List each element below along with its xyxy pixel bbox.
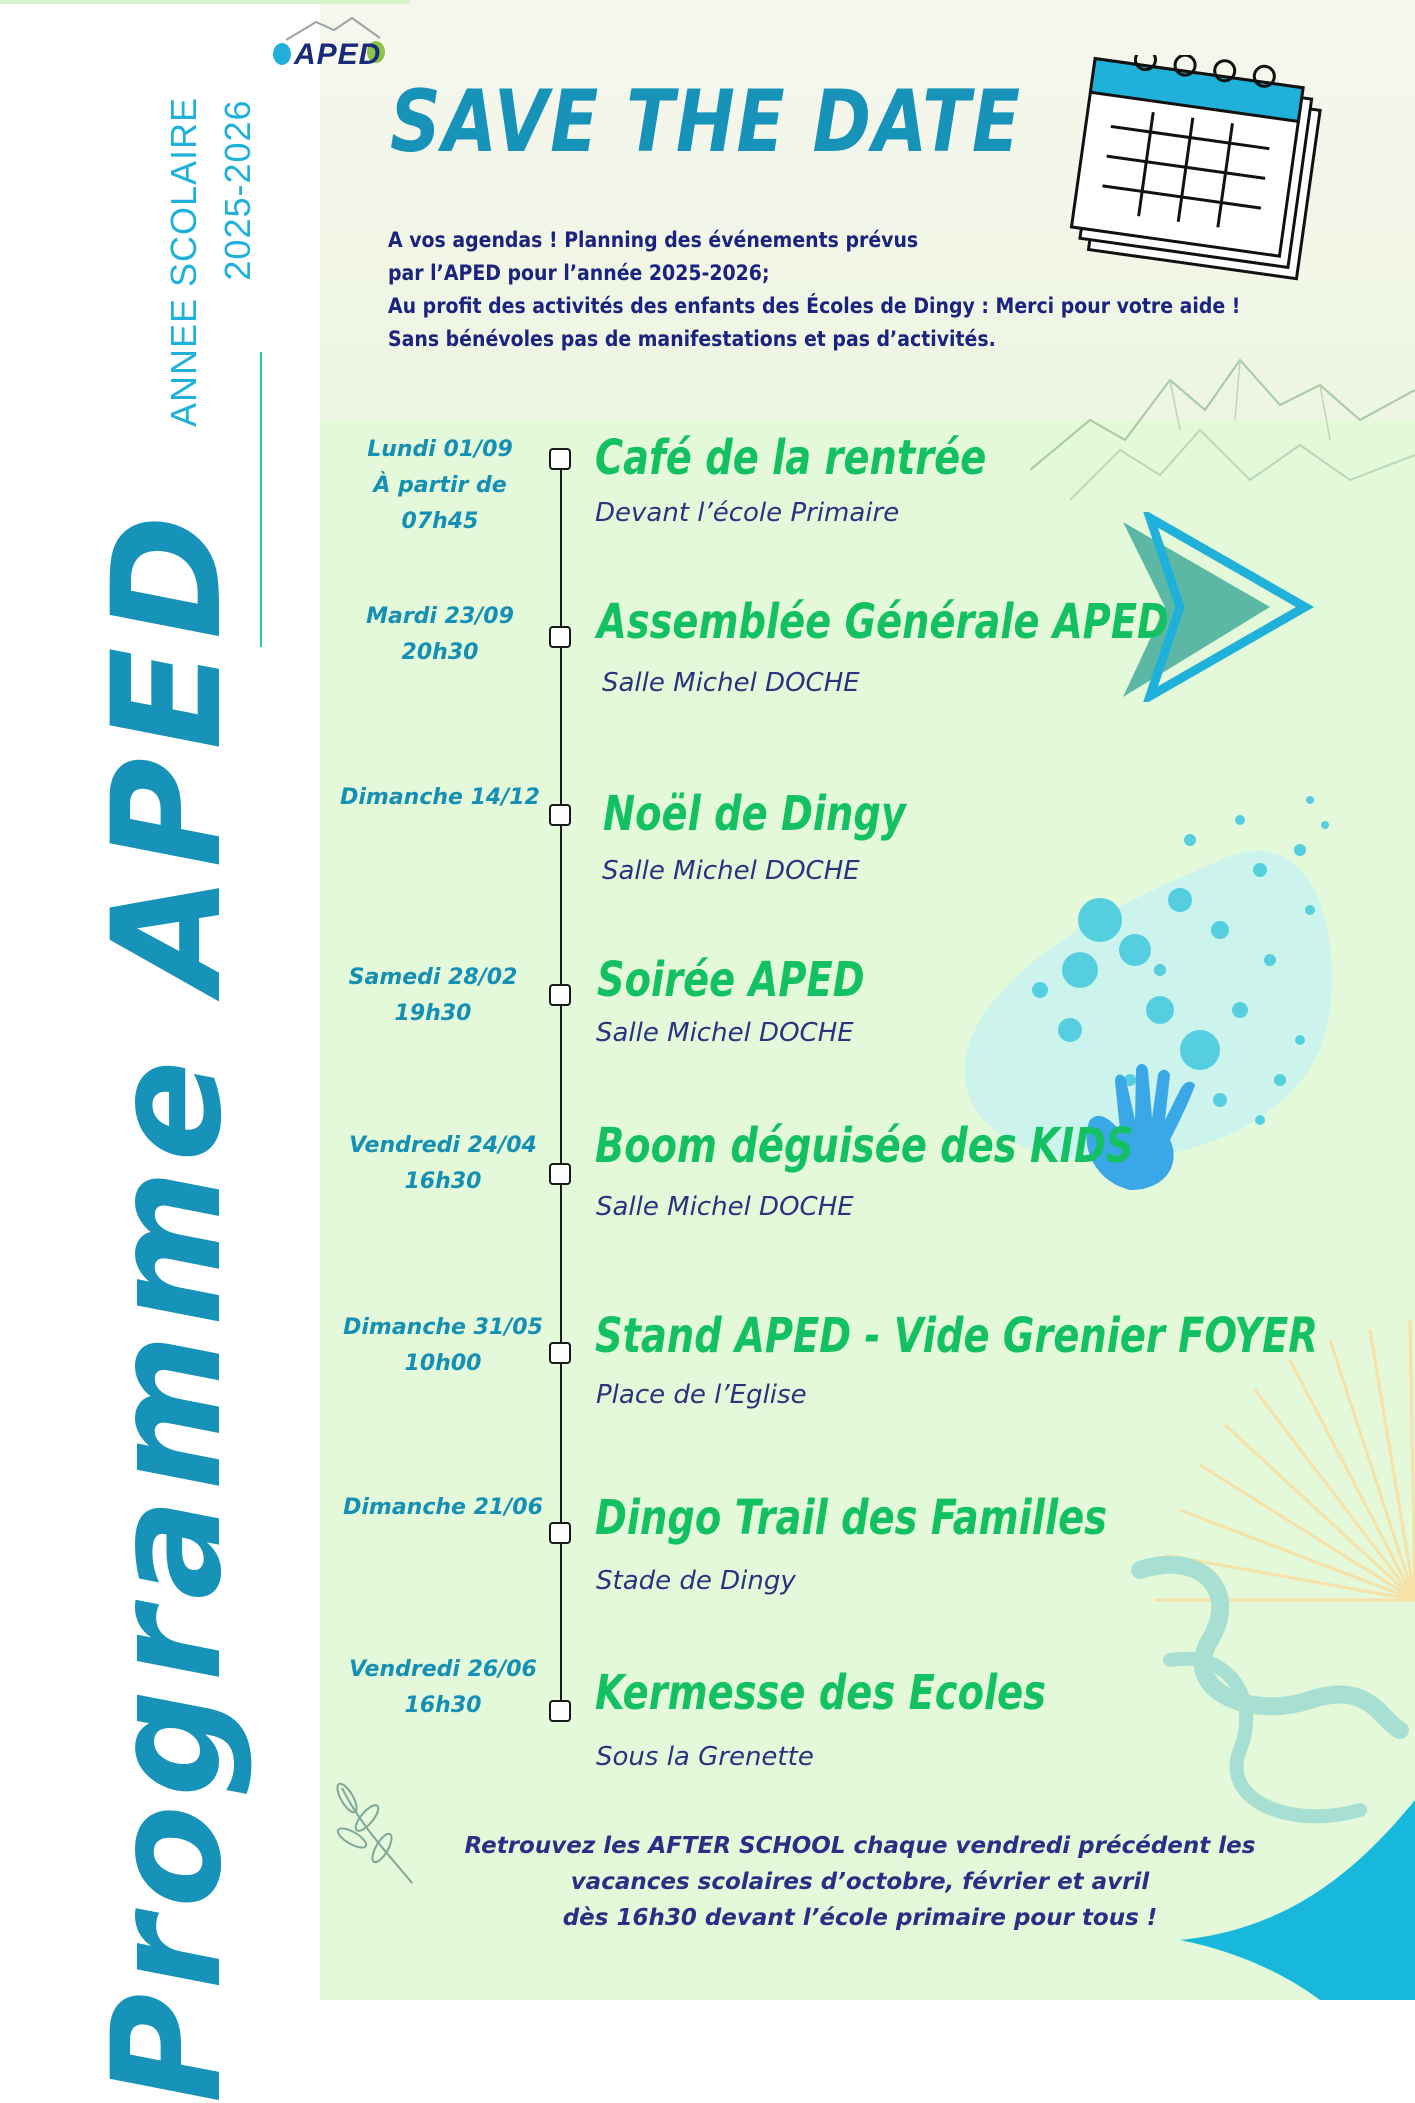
event-date-line: À partir de — [373, 473, 507, 498]
event-place: Devant l’école Primaire — [595, 498, 900, 528]
leaf-icon — [322, 1768, 422, 1888]
event-date-line: Vendredi 24/04 — [349, 1133, 537, 1158]
event-place: Sous la Grenette — [596, 1742, 814, 1772]
event-date-line: 10h00 — [404, 1351, 482, 1376]
event-title: Kermesse des Ecoles — [595, 1665, 1047, 1721]
mountains-icon — [1030, 350, 1415, 530]
event-date-line: Lundi 01/09 — [367, 437, 513, 462]
footer-line: vacances scolaires d’octobre, février et avril — [570, 1869, 1150, 1895]
event-title: Noël de Dingy — [603, 786, 906, 842]
school-year-label: ANNEE SCOLAIRE — [163, 96, 204, 428]
school-year: 2025-2026 — [217, 99, 258, 281]
event-title: Dingo Trail des Familles — [595, 1490, 1108, 1546]
event-date-line: Dimanche 31/05 — [343, 1315, 543, 1340]
event-place: Place de l’Eglise — [596, 1380, 807, 1410]
event-date-line: Mardi 23/09 — [366, 604, 514, 629]
event-date-line: 16h30 — [404, 1693, 482, 1718]
event-date — [328, 1128, 558, 1200]
event-date-line: Dimanche 14/12 — [340, 785, 540, 810]
event-place: Salle Michel DOCHE — [596, 1192, 854, 1222]
event-title: Café de la rentrée — [595, 430, 987, 486]
event-date — [325, 780, 555, 816]
event-title: Assemblée Générale APED — [597, 594, 1169, 650]
top-strip — [0, 0, 410, 4]
event-place: Salle Michel DOCHE — [596, 1018, 854, 1048]
event-date-line: Vendredi 26/06 — [349, 1657, 537, 1682]
timeline-node — [549, 984, 571, 1006]
intro-line: Sans bénévoles pas de manifestations et pas d’activités. — [388, 327, 996, 351]
event-date-line: Samedi 28/02 — [348, 965, 518, 990]
page-title: SAVE THE DATE — [390, 72, 1022, 172]
logo-wordmark: APED — [294, 38, 382, 71]
after-school-note — [420, 1828, 1300, 1936]
intro-text — [388, 224, 1243, 356]
programme-title: Programme APED — [81, 506, 255, 2103]
event-title: Boom déguisée des KIDS — [595, 1118, 1134, 1174]
event-date-line: 19h30 — [394, 1001, 472, 1026]
event-date — [325, 599, 555, 671]
paint-splash-icon — [930, 780, 1350, 1260]
event-date — [318, 960, 548, 1032]
event-place: Salle Michel DOCHE — [602, 856, 860, 886]
event-date-line: 20h30 — [401, 640, 479, 665]
event-title: Stand APED - Vide Grenier FOYER — [595, 1308, 1318, 1364]
event-date — [328, 1310, 558, 1382]
event-date — [325, 432, 555, 540]
event-title: Soirée APED — [597, 952, 865, 1008]
intro-line: A vos agendas ! Planning des événements prévus — [388, 228, 919, 252]
aped-logo — [268, 10, 398, 88]
event-date — [328, 1490, 558, 1526]
event-place: Salle Michel DOCHE — [602, 668, 860, 698]
event-date-line: Dimanche 21/06 — [343, 1495, 543, 1520]
intro-line: Au profit des activités des enfants des Écoles de Dingy : Merci pour votre aide ! — [388, 294, 1241, 318]
event-date-line: 07h45 — [401, 509, 479, 534]
footer-line: dès 16h30 devant l’école primaire pour tous ! — [562, 1905, 1158, 1931]
event-place: Stade de Dingy — [596, 1566, 796, 1596]
intro-line: par l’APED pour l’année 2025-2026; — [388, 261, 770, 285]
event-date-line: 16h30 — [404, 1169, 482, 1194]
sidebar-divider — [260, 352, 262, 647]
footer-line: Retrouvez les AFTER SCHOOL chaque vendredi précédent les — [464, 1833, 1256, 1859]
event-date — [328, 1652, 558, 1724]
